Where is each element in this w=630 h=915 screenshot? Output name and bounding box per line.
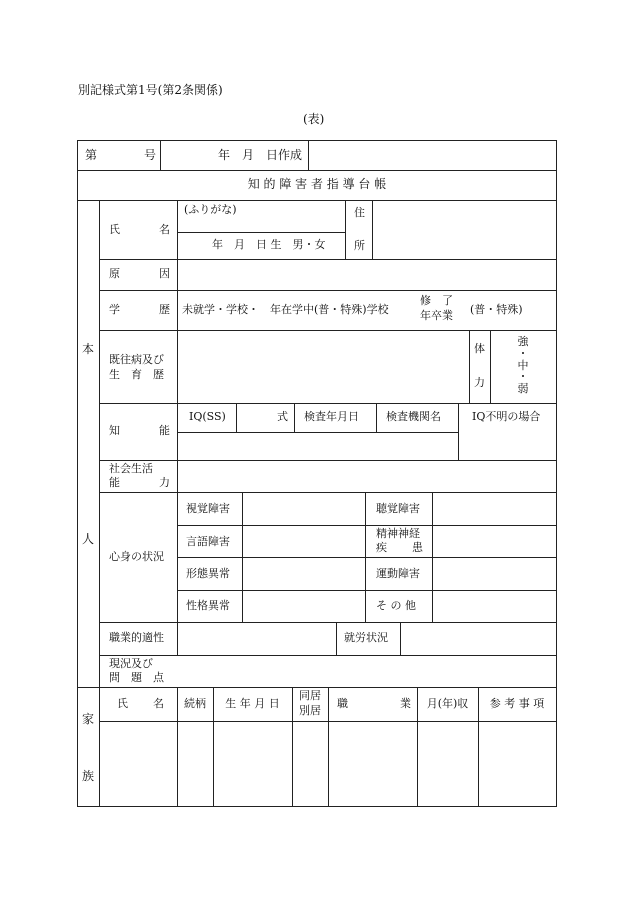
exam-agency-label: 検査機関名 bbox=[386, 410, 441, 423]
motor-impairment-label: 運動障害 bbox=[376, 567, 420, 580]
family-birthdate-col: 生 年 月 日 bbox=[225, 697, 280, 710]
physique-label-2: 力 bbox=[474, 376, 485, 389]
history-label-2: 生 育 歴 bbox=[109, 368, 164, 381]
furigana-label: (ふりがな) bbox=[184, 203, 237, 216]
physique-strong[interactable]: 強 bbox=[517, 335, 529, 348]
education-school-type: (普・特殊) bbox=[470, 303, 523, 316]
family-name-col-1: 氏 bbox=[117, 697, 128, 710]
personality-abnormality-label: 性格異常 bbox=[186, 599, 230, 612]
intelligence-label-1: 知 bbox=[109, 424, 120, 437]
family-occupation-col-1: 職 bbox=[337, 697, 348, 710]
cause-label-2: 因 bbox=[159, 267, 170, 280]
social-ability-label-1: 社会生活 bbox=[109, 462, 153, 475]
date-created-field[interactable]: 年 月 日作成 bbox=[218, 148, 303, 162]
education-label-2: 歴 bbox=[159, 303, 170, 316]
education-label-1: 学 bbox=[109, 303, 120, 316]
social-ability-label-2b: 力 bbox=[159, 476, 170, 489]
hearing-impairment-label: 聴覚障害 bbox=[376, 502, 420, 515]
history-label-1: 既往病及び bbox=[109, 353, 164, 366]
birth-gender-line[interactable]: 年 月 日 生 男・女 bbox=[212, 238, 326, 251]
psych-disease-label-1: 精神神経 bbox=[376, 527, 420, 540]
family-relation-col: 続柄 bbox=[184, 697, 206, 710]
iq-ss-label: IQ(SS) bbox=[189, 410, 226, 423]
social-ability-label-2a: 能 bbox=[109, 476, 120, 489]
family-occupation-col-2: 業 bbox=[400, 697, 411, 710]
physique-label-1: 体 bbox=[474, 342, 485, 355]
visual-impairment-label: 視覚障害 bbox=[186, 502, 230, 515]
current-issues-label-2: 問 題 点 bbox=[109, 671, 164, 684]
vocational-aptitude-label: 職業的適性 bbox=[109, 631, 164, 644]
person-section-char2: 人 bbox=[81, 532, 94, 546]
name-label-2: 名 bbox=[159, 223, 170, 236]
education-status[interactable]: 未就学・学校・ 年在学中(普・特殊)学校 bbox=[182, 303, 389, 316]
family-section-char2: 族 bbox=[81, 769, 94, 783]
family-cohabit-col-2: 別居 bbox=[299, 704, 321, 717]
iq-method-label: 式 bbox=[277, 410, 288, 423]
form-name-heading: 知 的 障 害 者 指 導 台 帳 bbox=[247, 177, 387, 191]
family-section-char1: 家 bbox=[81, 712, 94, 726]
family-name-col-2: 名 bbox=[153, 697, 164, 710]
address-label-1: 住 bbox=[354, 206, 365, 219]
physique-medium[interactable]: 中 bbox=[517, 359, 529, 372]
psych-disease-label-2a: 疾 bbox=[376, 541, 387, 554]
mental-physical-label: 心身の状況 bbox=[109, 550, 164, 563]
intelligence-label-2: 能 bbox=[159, 424, 170, 437]
other-label: そ の 他 bbox=[376, 599, 416, 612]
exam-date-label: 検査年月日 bbox=[304, 410, 359, 423]
person-section-char1: 本 bbox=[81, 342, 94, 356]
address-label-2: 所 bbox=[354, 239, 365, 252]
name-label-1: 氏 bbox=[109, 223, 120, 236]
form-number-title: 別記様式第1号(第2条関係) bbox=[78, 83, 223, 97]
family-remarks-col: 参 考 事 項 bbox=[489, 697, 545, 710]
physique-dot-2: ・ bbox=[517, 370, 529, 383]
family-cohabit-col-1: 同居 bbox=[299, 689, 321, 702]
current-issues-label-1: 現況及び bbox=[109, 657, 153, 670]
front-side-label: (表) bbox=[303, 112, 325, 126]
physique-weak[interactable]: 弱 bbox=[517, 382, 529, 395]
employment-status-label: 就労状況 bbox=[344, 631, 388, 644]
number-label-suffix: 号 bbox=[144, 148, 157, 162]
education-graduated: 年卒業 bbox=[420, 309, 453, 322]
form-abnormality-label: 形態異常 bbox=[186, 567, 230, 580]
education-completed: 修 了 bbox=[420, 294, 453, 307]
family-income-col: 月(年)収 bbox=[426, 697, 469, 710]
speech-impairment-label: 言語障害 bbox=[186, 535, 230, 548]
physique-dot-1: ・ bbox=[517, 347, 529, 360]
psych-disease-label-2b: 患 bbox=[412, 541, 423, 554]
iq-unknown-label: IQ不明の場合 bbox=[472, 410, 541, 423]
cause-label-1: 原 bbox=[109, 267, 120, 280]
number-label-first: 第 bbox=[85, 148, 98, 162]
